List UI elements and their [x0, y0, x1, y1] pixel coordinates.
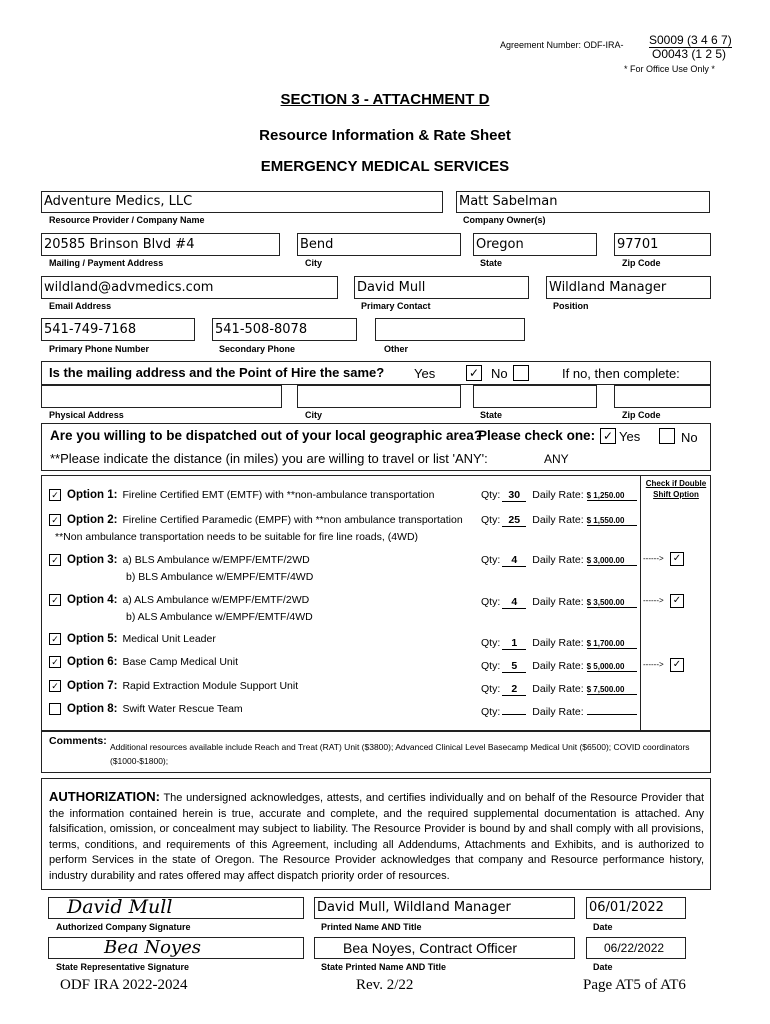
owner-label: Company Owner(s) — [463, 215, 546, 225]
authorization-block — [49, 789, 704, 884]
daily-rate-label: Daily Rate: — [532, 706, 584, 718]
company-date-field[interactable] — [586, 897, 686, 919]
footer-revision: Rev. 2/22 — [356, 977, 414, 993]
comments-text: Additional resources available include Reach and Treat (RAT) Unit ($3800); Advanced Clinical Level Basecamp Medical Unit ($6500); COVID coordinators ($1000-$1800); — [110, 742, 690, 766]
authorization-title: AUTHORIZATION: — [49, 789, 160, 804]
distance-value: ANY — [544, 452, 569, 466]
option-checkbox[interactable]: ✓ — [49, 489, 61, 501]
qty-label: Qty: — [481, 489, 501, 501]
option-qty-rate — [481, 596, 637, 609]
physical-city-label: City — [305, 410, 323, 420]
company-signature: David Mull — [67, 896, 173, 918]
comments-label: Comments: — [49, 735, 107, 747]
state-value: Oregon — [476, 237, 524, 252]
company-name-title-field[interactable] — [314, 897, 575, 919]
state-label: State — [480, 258, 503, 268]
qty-label: Qty: — [481, 637, 501, 649]
option-qty-rate — [481, 514, 637, 527]
owner-value: Matt Sabelman — [459, 194, 558, 209]
option-checkbox[interactable]: ✓ — [49, 554, 61, 566]
daily-rate-value[interactable]: $ 7,500.00 — [587, 685, 637, 695]
position-value: Wildland Manager — [549, 280, 667, 295]
email-label: Email Address — [49, 301, 112, 311]
contact-field[interactable] — [354, 276, 529, 299]
option-label: Option 6: — [67, 656, 118, 668]
service-category: EMERGENCY MEDICAL SERVICES — [260, 158, 510, 175]
phone1-value: 541-749-7168 — [44, 322, 137, 337]
company-name-label: Resource Provider / Company Name — [49, 215, 205, 225]
option-line — [49, 680, 298, 692]
state-date-label: Date — [593, 962, 613, 972]
phone2-label: Secondary Phone — [219, 344, 296, 354]
qty-value[interactable]: 30 — [502, 489, 526, 502]
daily-rate-label: Daily Rate: — [532, 637, 584, 649]
double-shift-arrow: ------> — [643, 554, 664, 563]
qty-value[interactable] — [502, 714, 526, 715]
dispatch-no-checkbox[interactable] — [659, 428, 675, 444]
company-name-title-label: Printed Name AND Title — [321, 922, 422, 932]
option-qty-rate — [481, 554, 637, 567]
physical-address-label: Physical Address — [49, 410, 124, 420]
dispatch-yes-checkbox[interactable]: ✓ — [600, 428, 616, 444]
check-double-line2: Shift Option — [653, 490, 699, 499]
option-qty-rate — [481, 489, 637, 502]
company-name-field[interactable] — [41, 191, 443, 213]
qty-value[interactable]: 4 — [502, 596, 526, 609]
footer-form-id: ODF IRA 2022-2024 — [60, 977, 188, 993]
authorization-text: The undersigned acknowledges, attests, and certifies individually and on behalf of the Resource Provider that the information contained herein is true, accurate and complete, and the required supplemental documentation is attached. Any falsification, omission, or concealment may subject to liability. The Resource Provider is bound by and shall comply with all provisions, terms, conditions, and requirements of this Agreement, including all Addendums, Attachments and Exhibits, and is authorized to perform Services in the state of Oregon. The Resource Provider acknowledges that company and Resource performance history, industry durability and rates offered may affect dispatch priority order of resources. — [49, 792, 704, 882]
check-double-header — [641, 478, 711, 500]
company-date-label: Date — [593, 922, 613, 932]
physical-zip-label: Zip Code — [622, 410, 661, 420]
option-description-2: **Non ambulance transportation needs to be suitable for fire line roads, (4WD) — [55, 531, 419, 543]
state-signature-label: State Representative Signature — [56, 962, 190, 972]
double-shift-checkbox[interactable]: ✓ — [670, 594, 684, 608]
email-value: wildland@advmedics.com — [44, 280, 214, 295]
option-checkbox[interactable]: ✓ — [49, 656, 61, 668]
qty-value[interactable]: 5 — [502, 660, 526, 673]
option-description: Fireline Certified EMT (EMTF) with **non-ambulance transportation — [122, 489, 435, 501]
option-description: Fireline Certified Paramedic (EMPF) with **non ambulance transportation — [122, 514, 463, 526]
agreement-number-line1: S0009 (3 4 6 7) — [649, 33, 732, 47]
option-qty-rate — [481, 660, 637, 673]
option-checkbox[interactable]: ✓ — [49, 514, 61, 526]
daily-rate-value[interactable]: $ 3,000.00 — [587, 556, 637, 566]
option-line — [49, 656, 238, 668]
address-field[interactable] — [41, 233, 280, 256]
contact-label: Primary Contact — [361, 301, 431, 311]
agreement-number-label: Agreement Number: ODF-IRA- — [500, 40, 624, 50]
option-label: Option 7: — [67, 680, 118, 692]
address-value: 20585 Brinson Blvd #4 — [44, 237, 195, 252]
option-label: Option 8: — [67, 703, 118, 715]
qty-value[interactable]: 2 — [502, 683, 526, 696]
company-signature-field[interactable] — [48, 897, 304, 919]
state-field[interactable] — [473, 233, 597, 256]
double-shift-checkbox[interactable]: ✓ — [670, 552, 684, 566]
options-column-divider — [640, 475, 641, 731]
company-signature-label: Authorized Company Signature — [56, 922, 191, 932]
daily-rate-value[interactable] — [587, 714, 637, 715]
section-title: SECTION 3 - ATTACHMENT D — [280, 91, 490, 108]
zip-value: 97701 — [617, 237, 659, 252]
daily-rate-value[interactable]: $ 1,550.00 — [587, 516, 637, 526]
zip-label: Zip Code — [622, 258, 661, 268]
qty-label: Qty: — [481, 683, 501, 695]
state-signature: Bea Noyes — [104, 937, 201, 958]
qty-value[interactable]: 25 — [502, 514, 526, 527]
option-qty-rate — [481, 706, 637, 718]
option-label: Option 1: — [67, 489, 118, 501]
position-field[interactable] — [546, 276, 711, 299]
state-name-title-field[interactable] — [314, 937, 575, 959]
footer-page-number: Page AT5 of AT6 — [583, 977, 686, 993]
state-date-value: 06/22/2022 — [604, 941, 665, 955]
state-signature-field[interactable] — [48, 937, 304, 959]
daily-rate-label: Daily Rate: — [532, 596, 584, 608]
option-label: Option 2: — [67, 514, 118, 526]
option-qty-rate — [481, 637, 637, 650]
daily-rate-label: Daily Rate: — [532, 489, 584, 501]
other-label: Other — [384, 344, 409, 354]
zip-field[interactable] — [614, 233, 711, 256]
option-checkbox[interactable]: ✓ — [49, 594, 61, 606]
state-name-title-label: State Printed Name AND Title — [321, 962, 447, 972]
option-line — [49, 594, 309, 606]
option-line — [49, 554, 310, 566]
distance-prompt: **Please indicate the distance (in miles) you are willing to travel or list 'ANY': — [50, 451, 488, 466]
office-use-note: * For Office Use Only * — [624, 64, 715, 74]
other-field[interactable] — [375, 318, 525, 341]
qty-label: Qty: — [481, 514, 501, 526]
daily-rate-value[interactable]: $ 1,700.00 — [587, 639, 637, 649]
company-name-title-value: David Mull, Wildland Manager — [317, 900, 511, 915]
option-description-2: b) BLS Ambulance w/EMPF/EMTF/4WD — [126, 571, 314, 583]
poh-if-no: If no, then complete: — [562, 366, 680, 381]
option-label: Option 3: — [67, 554, 118, 566]
double-shift-arrow: ------> — [643, 660, 664, 669]
option-description: Medical Unit Leader — [122, 633, 216, 645]
poh-no-checkbox[interactable] — [513, 365, 529, 381]
phone1-label: Primary Phone Number — [49, 344, 150, 354]
option-description: Swift Water Rescue Team — [122, 703, 243, 715]
poh-yes-checkbox[interactable]: ✓ — [466, 365, 482, 381]
option-line — [49, 514, 463, 526]
city-value: Bend — [300, 237, 334, 252]
daily-rate-value[interactable]: $ 3,500.00 — [587, 598, 637, 608]
agreement-number-line2: O0043 (1 2 5) — [652, 47, 727, 61]
daily-rate-value[interactable]: $ 5,000.00 — [587, 662, 637, 672]
option-line — [49, 703, 243, 715]
double-shift-checkbox[interactable]: ✓ — [670, 658, 684, 672]
phone2-value: 541-508-8078 — [215, 322, 308, 337]
qty-label: Qty: — [481, 660, 501, 672]
option-checkbox[interactable]: ✓ — [49, 633, 61, 645]
qty-label: Qty: — [481, 596, 501, 608]
address-label: Mailing / Payment Address — [49, 258, 164, 268]
option-qty-rate — [481, 683, 637, 696]
option-description: a) ALS Ambulance w/EMPF/EMTF/2WD — [122, 594, 310, 606]
dispatch-check-prompt: Please check one: — [478, 428, 596, 443]
option-description: Rapid Extraction Module Support Unit — [122, 680, 299, 692]
poh-yes-label: Yes — [414, 366, 436, 381]
daily-rate-label: Daily Rate: — [532, 683, 584, 695]
daily-rate-value[interactable]: $ 1,250.00 — [587, 491, 637, 501]
owner-field[interactable] — [456, 191, 710, 213]
daily-rate-label: Daily Rate: — [532, 660, 584, 672]
option-line — [49, 489, 434, 501]
option-checkbox[interactable] — [49, 703, 61, 715]
phone2-field[interactable] — [212, 318, 357, 341]
city-field[interactable] — [297, 233, 461, 256]
physical-state-label: State — [480, 410, 503, 420]
position-label: Position — [553, 301, 589, 311]
poh-no-label: No — [491, 366, 508, 381]
check-double-line1: Check if Double — [645, 479, 707, 488]
state-date-field[interactable] — [586, 937, 686, 959]
qty-label: Qty: — [481, 706, 501, 718]
option-description-2: b) ALS Ambulance w/EMPF/EMTF/4WD — [126, 611, 313, 623]
option-line — [49, 633, 216, 645]
physical-city-field[interactable] — [297, 385, 461, 408]
dispatch-yes-label: Yes — [619, 429, 641, 444]
point-of-hire-question: Is the mailing address and the Point of Hire the same? — [49, 365, 385, 380]
option-checkbox[interactable]: ✓ — [49, 680, 61, 692]
page-subtitle: Resource Information & Rate Sheet — [259, 127, 511, 144]
option-label: Option 5: — [67, 633, 118, 645]
dispatch-no-label: No — [681, 430, 698, 445]
double-shift-arrow: ------> — [643, 596, 664, 605]
daily-rate-label: Daily Rate: — [532, 514, 584, 526]
option-description: Base Camp Medical Unit — [122, 656, 239, 668]
qty-value[interactable]: 1 — [502, 637, 526, 650]
physical-zip-field[interactable] — [614, 385, 711, 408]
company-date-value: 06/01/2022 — [589, 900, 664, 915]
daily-rate-label: Daily Rate: — [532, 554, 584, 566]
dispatch-question: Are you willing to be dispatched out of your local geographic area? — [50, 428, 483, 443]
physical-state-field[interactable] — [473, 385, 597, 408]
contact-value: David Mull — [357, 280, 426, 295]
city-label: City — [305, 258, 323, 268]
physical-address-field[interactable] — [41, 385, 282, 408]
state-name-title-value: Bea Noyes, Contract Officer — [343, 940, 518, 956]
email-field[interactable] — [41, 276, 338, 299]
phone1-field[interactable] — [41, 318, 195, 341]
option-description: a) BLS Ambulance w/EMPF/EMTF/2WD — [122, 554, 310, 566]
company-name-value: Adventure Medics, LLC — [44, 194, 193, 209]
qty-label: Qty: — [481, 554, 501, 566]
option-label: Option 4: — [67, 594, 118, 606]
qty-value[interactable]: 4 — [502, 554, 526, 567]
